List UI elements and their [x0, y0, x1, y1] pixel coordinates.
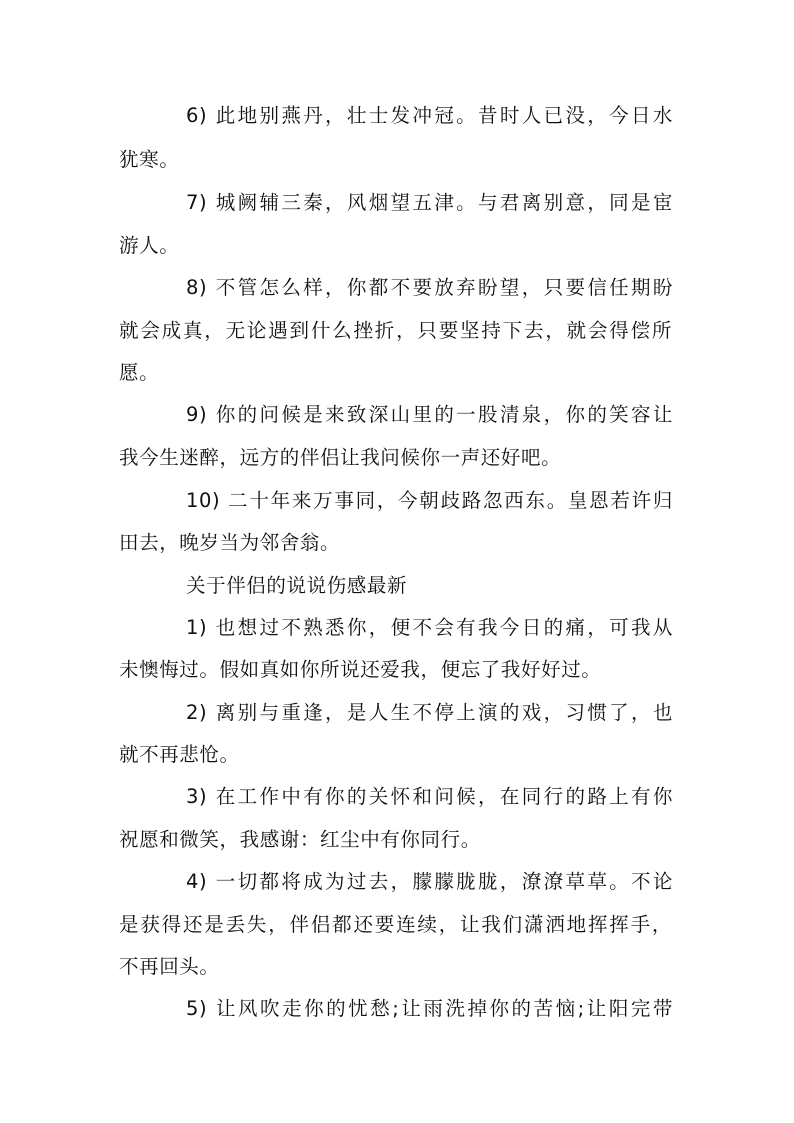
text-line: 不再回头。: [119, 955, 220, 978]
text-line: 7) 城阙辅三秦，风烟望五津。与君离别意，同是宦: [186, 191, 673, 214]
section-heading: 关于伴侣的说说伤感最新: [186, 574, 408, 597]
text-line: 2) 离别与重逢，是人生不停上演的戏，习惯了，也: [186, 701, 673, 724]
text-line: 6) 此地别燕丹，壮士发冲冠。昔时人已没，今日水: [186, 104, 673, 127]
text-line: 10) 二十年来万事同，今朝歧路忽西东。皇恩若许归: [186, 489, 673, 512]
text-line: 我今生迷醉，远方的伴侣让我问候你一声还好吧。: [119, 446, 562, 469]
text-line: 就不再悲怆。: [119, 743, 240, 766]
text-line: 祝愿和微笑，我感谢：红尘中有你同行。: [119, 828, 481, 851]
text-line: 3) 在工作中有你的关怀和问候，在同行的路上有你: [186, 785, 673, 808]
text-line: 犹寒。: [119, 148, 180, 171]
text-line: 1) 也想过不熟悉你，便不会有我今日的痛，可我从: [186, 616, 673, 639]
text-line: 5) 让风吹走你的忧愁;让雨洗掉你的苦恼;让阳完带: [186, 997, 673, 1020]
text-line: 9) 你的问候是来致深山里的一股清泉，你的笑容让: [186, 403, 673, 426]
text-line: 游人。: [119, 234, 180, 257]
text-line: 4) 一切都将成为过去，朦朦胧胧，潦潦草草。不论: [186, 870, 673, 893]
text-line: 8) 不管怎么样，你都不要放弃盼望，只要信任期盼: [186, 276, 673, 299]
text-line: 田去，晚岁当为邻舍翁。: [119, 531, 341, 554]
text-line: 愿。: [119, 361, 160, 384]
text-line: 就会成真，无论遇到什么挫折，只要坚持下去，就会得偿所: [119, 319, 672, 342]
text-line: 是获得还是丢失，伴侣都还要连续，让我们潇洒地挥挥手，: [119, 913, 672, 936]
text-line: 未懊悔过。假如真如你所说还爱我，便忘了我好好过。: [119, 658, 602, 681]
